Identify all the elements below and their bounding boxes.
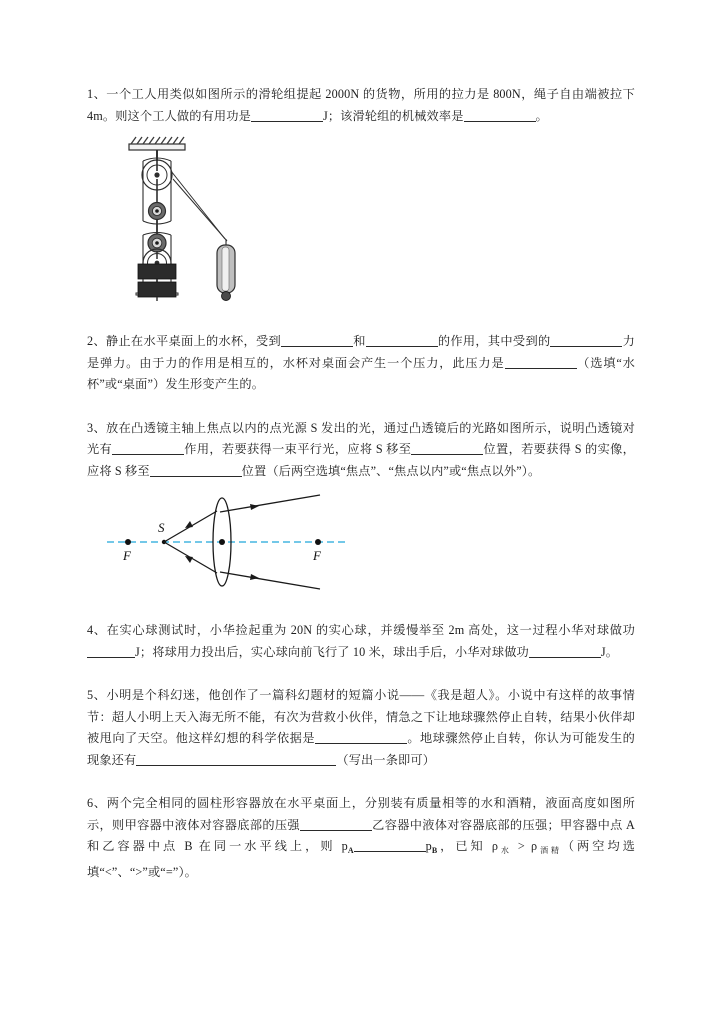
- incident-ray-lower-arrow: [185, 556, 193, 563]
- refracted-ray-upper: [220, 495, 320, 512]
- subscript-alcohol: 酒精: [537, 846, 562, 855]
- question-1: [87, 84, 635, 127]
- spacer-after-pulley: [87, 309, 635, 331]
- question-6-text-d: ，已知 ρ: [437, 839, 499, 853]
- question-2-number: 2、: [87, 334, 106, 348]
- label-source-S: S: [158, 520, 165, 535]
- spacer-after-q5: [87, 771, 635, 793]
- convex-lens-ray-diagram: [87, 490, 635, 594]
- subscript-B: B: [431, 846, 438, 855]
- question-4-number: 4、: [87, 623, 107, 637]
- question-2-blank-3[interactable]: [550, 346, 622, 347]
- pulley-block-diagram: [87, 135, 635, 303]
- question-6-text-f: （两空均选填“<”、“>”或“=”）。: [87, 839, 636, 879]
- question-3-blank-1[interactable]: [112, 454, 184, 455]
- question-2-text-b: 和: [353, 334, 366, 348]
- spacer-after-lens: [87, 598, 635, 620]
- label-focus-left-F: F: [123, 548, 131, 563]
- subscript-water: 水: [498, 846, 512, 855]
- spacer-after-q4: [87, 663, 635, 685]
- question-5-text-c: （写出一条即可）: [336, 752, 436, 767]
- question-4-text-b: J；将球用力投出后，实心球向前飞行了 10 米，球出手后，小华对球做功: [135, 644, 529, 659]
- question-2-blank-2[interactable]: [366, 346, 438, 347]
- question-4-text-a: 在实心球测试时，小华捡起重为 20N 的实心球，并缓慢举至 2m 高处，这一过程小华对球做功: [106, 623, 635, 637]
- question-3-text-c: 位置，若要获得 S 的实像，应将 S 移至: [87, 442, 635, 478]
- question-3-number: 3、: [87, 420, 107, 435]
- question-1-number: 1、: [87, 87, 107, 101]
- question-6-text-a: 两个完全相同的圆柱形容器放在水平桌面上，分别装有质量相等的水和酒精，液面高度如图所示，则甲容器中液体对容器底部的压强: [87, 796, 635, 832]
- question-5: [87, 685, 635, 771]
- question-1-blank-1[interactable]: [251, 121, 323, 122]
- question-6-blank-2[interactable]: [354, 851, 426, 852]
- question-6-blank-1[interactable]: [300, 830, 372, 831]
- question-3-text-b: 作用，若要获得一束平行光，应将 S 移至: [184, 442, 412, 456]
- question-3: [87, 418, 635, 483]
- question-2-text-e: （选填“水杯”或“桌面”）发生形变产生的。: [87, 355, 635, 391]
- lens-svg: [87, 490, 635, 594]
- focus-left-dot: [125, 539, 131, 545]
- lens-center-dot: [219, 539, 225, 545]
- question-4-text-c: J。: [600, 644, 619, 659]
- question-1-text-a: 一个工人用类似如图所示的滑轮组提起 2000N 的货物，所用的拉力是 800N，绳子自由端被拉下 4m。则这个工人做的有用功是: [87, 87, 635, 123]
- question-3-text-d: 位置（后两空选填“焦点”、“焦点以内”或“焦点以外”）。: [241, 463, 541, 478]
- question-6-text-c: p: [425, 839, 432, 853]
- refracted-ray-lower-arrow: [250, 574, 259, 580]
- question-5-text-b: 。地球骤然停止自转，你认为可能发生的现象还有: [87, 731, 635, 767]
- question-1-text-b: J；该滑轮组的机械效率是: [322, 108, 464, 123]
- question-2-text-d: 力是弹力。由于力的作用是相互的，水杯对桌面会产生一个压力，此压力是: [87, 334, 635, 370]
- hanging-weights: [138, 263, 176, 301]
- question-5-blank-1[interactable]: [315, 743, 407, 744]
- incident-ray-upper-arrow: [185, 521, 193, 528]
- question-5-number: 5、: [87, 688, 107, 702]
- pulley-load-svg: [87, 135, 635, 303]
- pull-handle: [217, 239, 235, 301]
- question-3-blank-3[interactable]: [150, 476, 242, 477]
- question-6: [87, 793, 635, 883]
- spacer-after-q2: [87, 396, 635, 418]
- question-2-blank-4[interactable]: [505, 368, 577, 369]
- question-2-blank-1[interactable]: [281, 346, 353, 347]
- refracted-ray-lower: [220, 572, 320, 589]
- focus-right-dot: [315, 539, 321, 545]
- question-1-blank-2[interactable]: [464, 121, 536, 122]
- question-3-blank-2[interactable]: [411, 454, 483, 455]
- question-2: [87, 331, 635, 396]
- label-focus-right-F: F: [313, 548, 321, 563]
- refracted-ray-upper-arrow: [250, 504, 259, 510]
- question-2-text-a: 静止在水平桌面上的水杯，受到: [105, 334, 282, 348]
- question-1-text-c: 。: [535, 108, 548, 123]
- question-4: [87, 620, 635, 663]
- question-4-blank-1[interactable]: [87, 657, 135, 658]
- question-6-number: 6、: [87, 796, 107, 810]
- question-5-blank-2[interactable]: [136, 765, 336, 766]
- subscript-A: A: [347, 846, 354, 855]
- question-6-text-e: > ρ: [511, 839, 538, 853]
- question-5-text-a: 小明是个科幻迷，他创作了一篇科幻题材的短篇小说——《我是超人》。小说中有这样的故事情节：超人小明上天入海无所不能，有次为营救小伙伴，情急之下让地球骤然停止自转，结果小伙伴却被甩向了天空。他这样幻想的科学依据是: [87, 688, 635, 745]
- worksheet-content: [87, 84, 635, 883]
- question-3-text-a: 放在凸透镜主轴上焦点以内的点光源 S 发出的光，通过凸透镜后的光路如图所示，说明凸透镜对光有: [87, 420, 635, 456]
- question-2-text-c: 的作用，其中受到的: [437, 334, 551, 348]
- question-6-text-b: 乙容器中液体对容器底部的压强；甲容器中点 A 和乙容器中点 B 在同一水平线上，则 p: [87, 817, 635, 853]
- question-4-blank-2[interactable]: [529, 657, 601, 658]
